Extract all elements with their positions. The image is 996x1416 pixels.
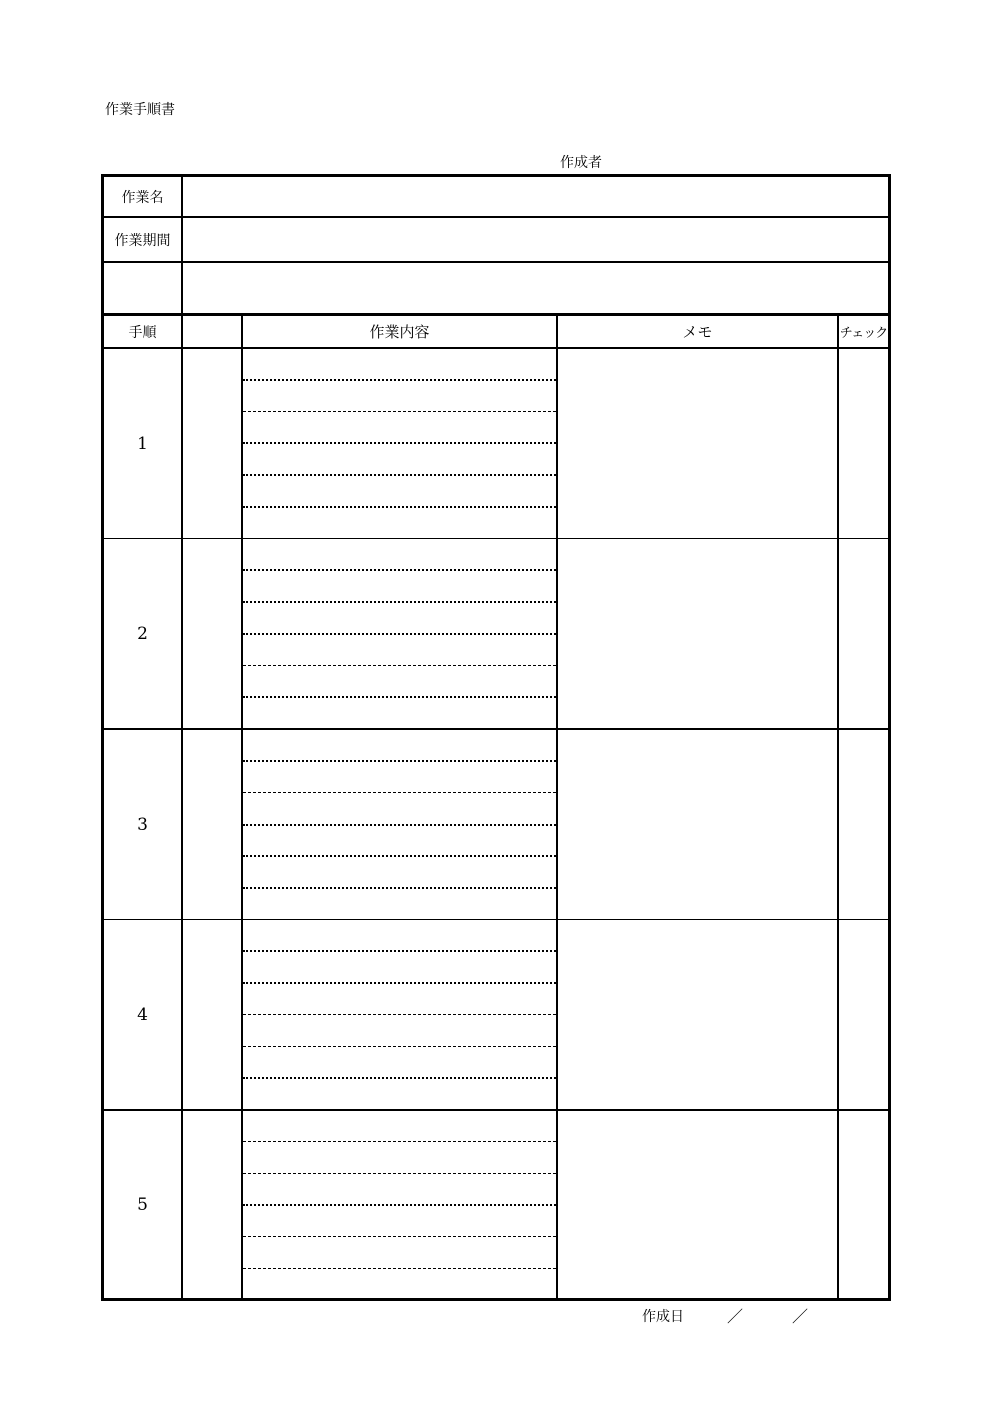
step-number: 1 [137,433,148,454]
content-line-divider [243,601,556,603]
document-title: 作業手順書 [105,102,175,118]
content-line-divider [243,950,556,952]
content-line-divider [243,411,556,412]
created-date-label: 作成日 [642,1309,684,1325]
content-line-divider [243,569,556,571]
content-line-divider [243,442,556,444]
step-sub-cell[interactable] [183,1111,241,1298]
col-divider-sub [241,315,243,1299]
content-line-divider [243,887,556,889]
step-memo-cell[interactable] [558,920,837,1109]
step-memo-cell[interactable] [558,539,837,728]
info-label-divider [181,174,183,315]
content-line-divider [243,1014,556,1015]
created-month-field[interactable] [748,1304,790,1326]
task-period-label: 作業期間 [114,232,171,249]
step-number: 4 [137,1004,148,1025]
step-memo-cell[interactable] [558,349,837,538]
content-line-divider [243,1077,556,1079]
content-line-divider [243,760,556,762]
step-memo-cell[interactable] [558,1111,837,1298]
header-content: 作業内容 [369,323,430,341]
procedure-sheet [101,174,891,1300]
step-memo-cell[interactable] [558,730,837,919]
date-separator: ／ [727,1307,744,1326]
step-check-cell[interactable] [839,539,888,728]
step-sub-cell[interactable] [183,730,241,919]
step-check-cell[interactable] [839,730,888,919]
task-name-field[interactable] [184,177,888,216]
content-line-divider [243,665,556,666]
header-sub [183,316,241,347]
date-separator: ／ [792,1307,809,1326]
author-label: 作成者 [560,155,602,171]
step-sub-cell[interactable] [183,349,241,538]
content-line-divider [243,982,556,984]
content-line-divider [243,855,556,857]
header-check: チェック [839,326,888,341]
content-line-divider [243,696,556,698]
step-check-cell[interactable] [839,1111,888,1298]
extra-info-label [104,263,181,313]
content-line-divider [243,792,556,793]
header-memo: メモ [682,323,713,341]
step-sub-cell[interactable] [183,920,241,1109]
header-step: 手順 [128,324,157,341]
created-day-field[interactable] [812,1304,872,1326]
content-line-divider [243,379,556,381]
border-right [888,174,891,1301]
content-line-divider [243,1173,556,1174]
content-line-divider [243,474,556,476]
content-line-divider [243,1046,556,1047]
extra-info-field[interactable] [184,263,888,313]
content-line-divider [243,1268,556,1269]
content-line-divider [243,1204,556,1206]
content-line-divider [243,1236,556,1237]
task-name-label: 作業名 [121,189,164,206]
task-period-field[interactable] [184,218,888,261]
content-line-divider [243,1141,556,1142]
author-field[interactable] [610,150,890,172]
content-line-divider [243,633,556,635]
border-bottom [101,1298,891,1301]
content-line-divider [243,506,556,508]
step-number: 3 [137,814,148,835]
content-line-divider [243,824,556,826]
step-number: 2 [137,623,148,644]
step-check-cell[interactable] [839,920,888,1109]
created-year-field[interactable] [692,1304,726,1326]
step-number: 5 [137,1194,148,1215]
step-sub-cell[interactable] [183,539,241,728]
step-check-cell[interactable] [839,349,888,538]
